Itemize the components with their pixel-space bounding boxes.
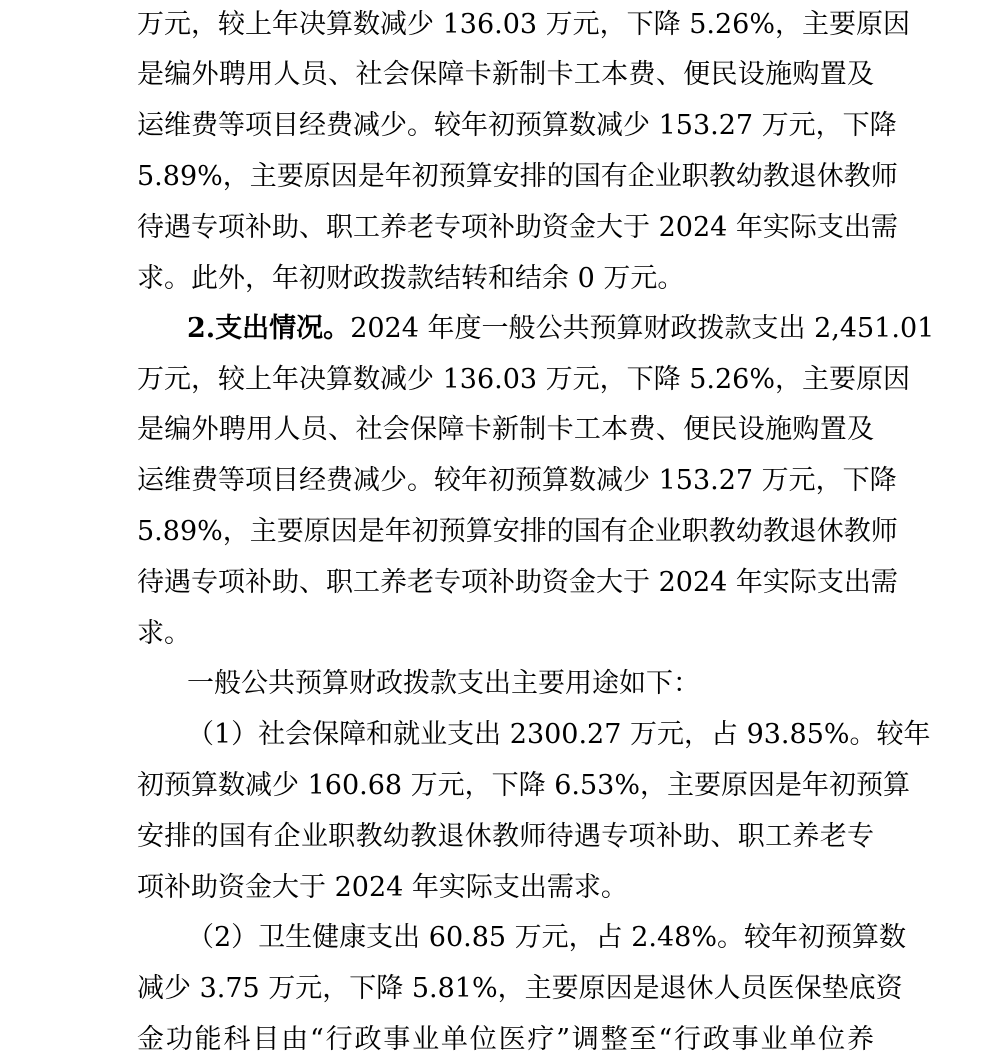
text-line: 是编外聘用人员、社会保障卡新制卡工本费、便民设施购置及 (137, 414, 874, 445)
item-1-first-line: （1）社会保障和就业支出 2300.27 万元，占 93.85%。较年 (187, 719, 931, 750)
text-line: 5.89%，主要原因是年初预算安排的国有企业职教幼教退休教师 (137, 161, 898, 192)
text-line: 初预算数减少 160.68 万元，下降 6.53%，主要原因是年初预算 (137, 770, 910, 801)
section-2-first-line (187, 309, 935, 349)
text-line: 待遇专项补助、职工养老专项补助资金大于 2024 年实际支出需 (137, 212, 898, 243)
text-line: 待遇专项补助、职工养老专项补助资金大于 2024 年实际支出需 (137, 567, 898, 598)
text-line: 求。此外，年初财政拨款结转和结余 0 万元。 (137, 263, 685, 294)
text-line: 运维费等项目经费减少。较年初预算数减少 153.27 万元，下降 (137, 110, 897, 141)
section-2-first-text: 2024 年度一般公共预算财政拨款支出 2,451.01 (350, 313, 935, 344)
text-line: 求。 (137, 618, 191, 649)
text-line: 安排的国有企业职教幼教退休教师待遇专项补助、职工养老专 (137, 821, 874, 852)
text-line: 万元，较上年决算数减少 136.03 万元，下降 5.26%，主要原因 (137, 9, 910, 40)
text-line: 金功能科目由“行政事业单位医疗”调整至“行政事业单位养 (137, 1024, 874, 1055)
text-line: 5.89%，主要原因是年初预算安排的国有企业职教幼教退休教师 (137, 516, 898, 547)
text-line: 运维费等项目经费减少。较年初预算数减少 153.27 万元，下降 (137, 465, 897, 496)
section-2-heading: 2.支出情况。 (187, 313, 351, 344)
usage-intro: 一般公共预算财政拨款支出主要用途如下： (187, 668, 700, 699)
text-line: 万元，较上年决算数减少 136.03 万元，下降 5.26%，主要原因 (137, 364, 910, 395)
text-line: 是编外聘用人员、社会保障卡新制卡工本费、便民设施购置及 (137, 59, 874, 90)
item-2-first-line: （2）卫生健康支出 60.85 万元，占 2.48%。较年初预算数 (187, 922, 906, 953)
text-line: 项补助资金大于 2024 年实际支出需求。 (137, 872, 628, 903)
text-line: 减少 3.75 万元，下降 5.81%，主要原因是退休人员医保垫底资 (137, 973, 903, 1004)
